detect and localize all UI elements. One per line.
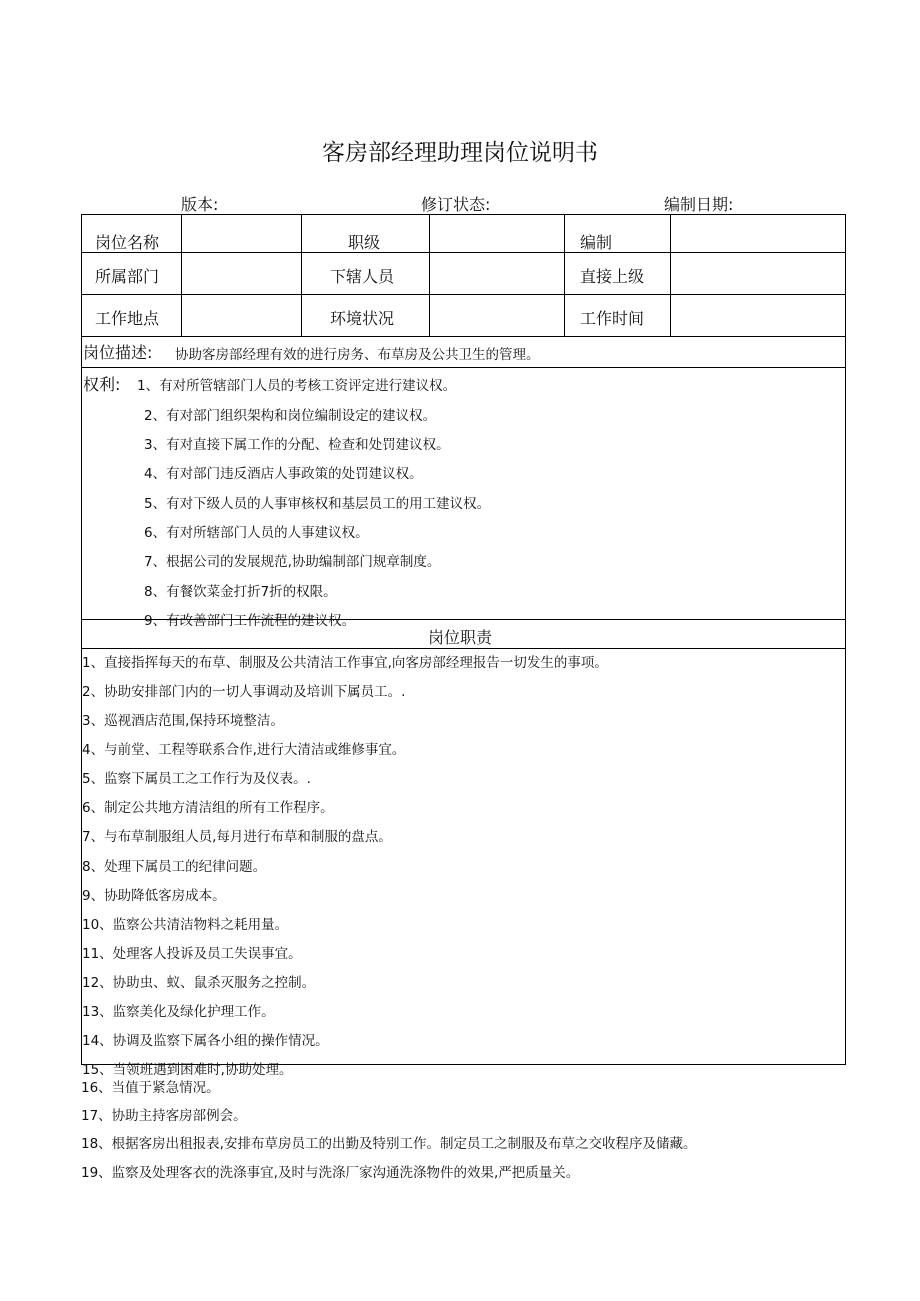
revision-status-label: 修订状态: — [421, 195, 491, 214]
subordinates-label: 下辖人员 — [330, 267, 395, 286]
duty-item: 10、监察公共清洁物料之耗用量。 — [82, 917, 289, 933]
duty-item: 9、协助降低客房成本。 — [82, 888, 226, 904]
rights-item: 7、根据公司的发展规范,协助编制部门规章制度。 — [144, 554, 441, 570]
duty-item: 6、制定公共地方清洁组的所有工作程序。 — [82, 800, 334, 816]
job-description-table — [81, 214, 846, 1078]
duty-item: 15、当领班遇到困难时,协助处理。 — [82, 1062, 293, 1078]
rights-item: 6、有对所辖部门人员的人事建议权。 — [144, 525, 369, 541]
duty-item: 18、根据客房出租报表,安排布草房员工的出勤及特别工作。制定员工之制服及布草之交收程序及储藏。 — [81, 1136, 697, 1152]
rights-item: 9、有改善部门工作流程的建议权。 — [144, 613, 356, 629]
duty-item: 14、协调及监察下属各小组的操作情况。 — [82, 1033, 329, 1049]
work-hours-label: 工作时间 — [580, 309, 645, 328]
duty-item: 2、协助安排部门内的一切人事调动及培训下属员工。. — [82, 684, 406, 700]
duty-item: 11、处理客人投诉及员工失误事宜。 — [82, 946, 302, 962]
rights-item: 4、有对部门违反酒店人事政策的处罚建议权。 — [144, 466, 423, 482]
direct-superior-label: 直接上级 — [580, 267, 645, 286]
rights-item: 3、有对直接下属工作的分配、检查和处罚建议权。 — [144, 437, 450, 453]
headcount-label: 编制 — [580, 233, 613, 252]
duty-item: 17、协助主持客房部例会。 — [81, 1108, 247, 1124]
duty-item: 8、处理下属员工的纪律问题。 — [82, 859, 267, 875]
rights-item: 1、有对所管辖部门人员的考核工资评定进行建议权。 — [137, 378, 457, 394]
description-label: 岗位描述: — [83, 343, 153, 362]
work-location-label: 工作地点 — [95, 309, 160, 328]
grade-label: 职级 — [348, 233, 381, 252]
description-text: 协助客房部经理有效的进行房务、布草房及公共卫生的管理。 — [175, 347, 540, 363]
duty-item: 3、巡视酒店范围,保持环境整洁。 — [82, 713, 284, 729]
rights-item: 2、有对部门组织架构和岗位编制设定的建议权。 — [144, 408, 437, 424]
rights-label: 权利: — [83, 375, 121, 394]
duty-item: 7、与布草制服组人员,每月进行布草和制服的盘点。 — [82, 829, 392, 845]
environment-label: 环境状况 — [330, 309, 395, 328]
duty-item: 16、当值于紧急情况。 — [81, 1080, 220, 1096]
compile-date-label: 编制日期: — [664, 195, 734, 214]
duty-item: 1、直接指挥每天的布草、制服及公共清洁工作事宜,向客房部经理报告一切发生的事项。 — [82, 655, 608, 671]
duty-item: 19、监察及处理客衣的洗涤事宜,及时与洗涤厂家沟通洗涤物件的效果,严把质量关。 — [81, 1165, 580, 1181]
duties-header: 岗位职责 — [428, 628, 493, 647]
version-label: 版本: — [181, 195, 219, 214]
duties-section — [82, 649, 845, 1078]
department-label: 所属部门 — [95, 267, 160, 286]
duty-item: 4、与前堂、工程等联系合作,进行大清洁或维修事宜。 — [82, 742, 406, 758]
position-name-label: 岗位名称 — [95, 233, 160, 252]
duty-item: 12、协助虫、蚁、鼠杀灭服务之控制。 — [82, 975, 316, 991]
page-title: 客房部经理助理岗位说明书 — [322, 140, 598, 166]
rights-item: 5、有对下级人员的人事审核权和基层员工的用工建议权。 — [144, 496, 491, 512]
rights-item: 8、有餐饮菜金打折7折的权限。 — [144, 584, 337, 600]
duty-item: 13、监察美化及绿化护理工作。 — [82, 1004, 275, 1020]
rights-section — [82, 368, 845, 629]
duty-item: 5、监察下属员工之工作行为及仪表。. — [82, 771, 311, 787]
